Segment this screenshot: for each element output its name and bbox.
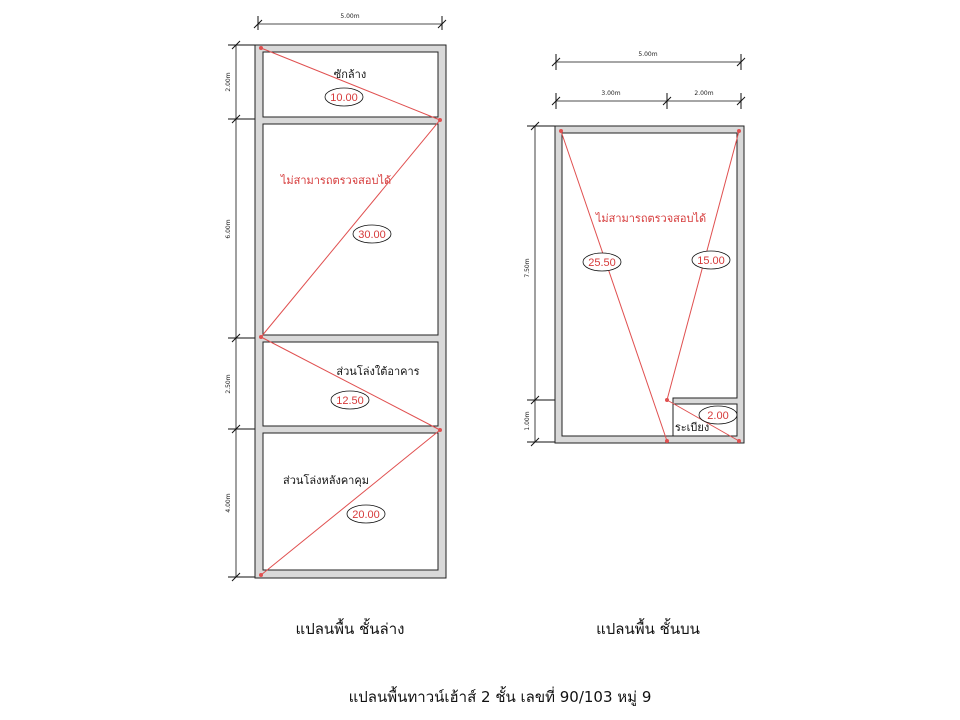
upper-plan-caption: แปลนพื้น ชั้นบน (596, 620, 700, 638)
room-label-balcony: ระเบียง (674, 421, 710, 434)
svg-text:20.00: 20.00 (352, 509, 380, 521)
svg-text:2.00: 2.00 (707, 410, 729, 422)
upper-uninspectable-note: ไม่สามารถตรวจสอบได้ (595, 212, 707, 225)
room-label-open-under-building: ส่วนโล่งใต้อาคาร (336, 365, 420, 378)
lower-height-label-3: 2.50m (225, 374, 232, 394)
upper-floor-plan (524, 51, 745, 638)
value-badge-main-room (353, 225, 391, 243)
svg-text:30.00: 30.00 (358, 229, 386, 241)
upper-height-dimensions (524, 122, 555, 446)
plan-title: แปลนพื้นทาวน์เฮ้าส์ 2 ชั้น เลขที่ 90/103 หมู่ 9 (348, 688, 652, 706)
value-badge-upper-left (583, 253, 621, 271)
lower-height-label-4: 4.00m (225, 493, 232, 513)
svg-text:15.00: 15.00 (697, 255, 725, 267)
upper-measure-lines (559, 129, 741, 443)
lower-measure-lines (259, 46, 442, 577)
value-badge-upper-right (692, 251, 730, 269)
lower-height-label-2: 6.00m (225, 219, 232, 239)
upper-walls (555, 126, 744, 443)
upper-width-label: 5.00m (638, 51, 658, 58)
value-badge-laundry (325, 88, 363, 106)
room-label-open-covered-roof: ส่วนโล่งหลังคาคุม (283, 474, 369, 487)
lower-width-label: 5.00m (340, 13, 360, 20)
value-badge-open-under-building (331, 391, 369, 409)
lower-height-dimensions (225, 41, 256, 581)
upper-width-dimension (552, 51, 745, 70)
svg-text:10.00: 10.00 (330, 92, 358, 104)
room-label-laundry: ซักล้าง (333, 68, 367, 81)
value-badge-open-covered-roof (347, 505, 385, 523)
upper-sub-width-label-1: 3.00m (601, 90, 621, 97)
upper-height-label-1: 7.50m (524, 258, 531, 278)
upper-height-label-2: 1.00m (524, 411, 531, 431)
svg-text:12.50: 12.50 (336, 395, 364, 407)
lower-walls (255, 45, 446, 578)
lower-height-label-1: 2.00m (225, 72, 232, 92)
upper-sub-width-label-2: 2.00m (694, 90, 714, 97)
lower-plan-caption: แปลนพื้น ชั้นล่าง (295, 620, 405, 638)
lower-width-dimension (254, 13, 446, 30)
svg-text:25.50: 25.50 (588, 257, 616, 269)
lower-uninspectable-note: ไม่สามารถตรวจสอบได้ (280, 174, 392, 187)
upper-sub-width-dimensions (552, 90, 745, 109)
lower-floor-plan (225, 13, 446, 638)
